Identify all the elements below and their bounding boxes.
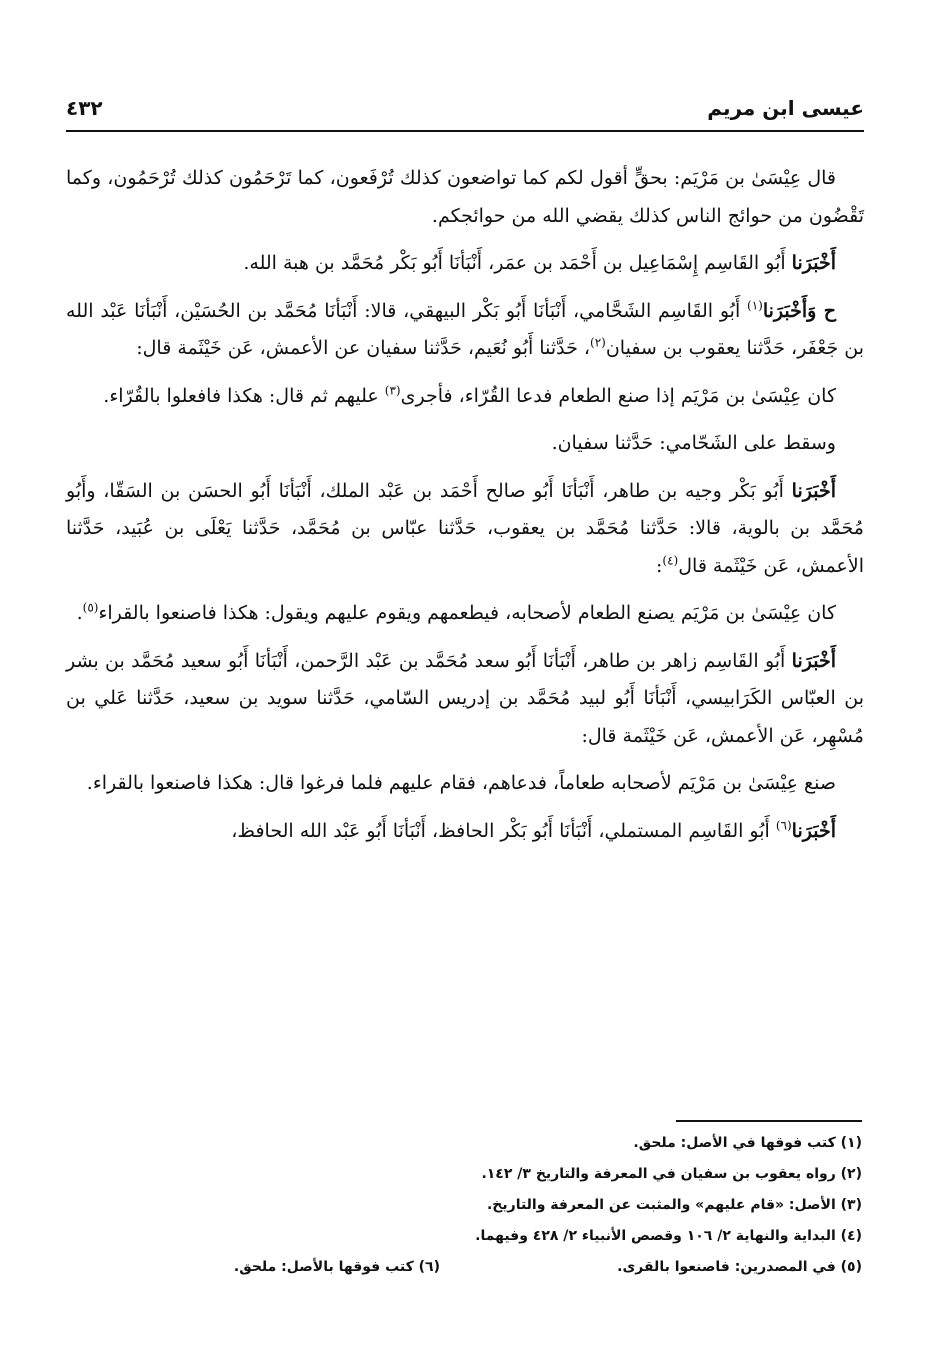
footnote-ref-6: (٦) xyxy=(775,818,792,833)
footnote-6: (٦) كتب فوقها بالأصل: ملحق. xyxy=(233,1259,440,1275)
paragraph-3-text-b: ، حَدَّثنا أَبُو نُعَيم، حَدَّثنا سفيان عن الأعمش، عَن خَيْثَمة قال: xyxy=(136,337,591,359)
footnote-2: (٢) رواه يعقوب بن سفيان في المعرفة والتاريخ ٣/ ١٤٢. xyxy=(481,1166,862,1182)
paragraph-1-text: قال عِيْسَىٰ بن مَرْيَم: بحقٍّ أقول لكم كما تواضعون كذلك تُرْفَعون، كما تَرْحَمُون كذلك تُرْحَمُون، وكما تَقْضُون من حوائج الناس كذلك يقضي الله من حوائجكم. xyxy=(66,167,864,227)
page-number: ٤٣٢ xyxy=(66,96,103,120)
paragraph-3 xyxy=(66,293,864,368)
paragraph-4 xyxy=(66,378,864,416)
paragraph-4-text-a: كان عِيْسَىٰ بن مَرْيَم إذا صنع الطعام فدعا القُرّاء، فأجرى xyxy=(400,384,836,407)
footnote-row-5-6 xyxy=(66,1252,864,1283)
footnote-ref-5: (٥) xyxy=(82,600,99,615)
footnote-5: (٥) في المصدرين: فاصنعوا بالقرى. xyxy=(617,1259,862,1275)
paragraph-9-text: صنع عِيْسَىٰ بن مَرْيَم لأصحابه طعاماً، فدعاهم، فقام عليهم فلما فرغوا قال: هكذا فاصنعوا بالقراء. xyxy=(86,772,836,794)
paragraph-3-text-a: أَبُو القَاسِم الشَحَّامي، أَنْبَأنَا أَبُو بَكْر البيهقي، قالا: أَنْبَأنَا مُحَمَّد بن الحُسَيْن، أَنْبَأنَا عَبْد الله بن جَعْفَر، حَدَّثنا يعقوب بن سفيان xyxy=(66,299,864,359)
akhbarana-lead: أَخْبَرَنا xyxy=(791,649,836,672)
footnote-ref-1: (١) xyxy=(747,298,763,313)
body-text xyxy=(66,160,864,860)
paragraph-2-text: أَبُو القَاسِم إِسْمَاعِيل بن أَحْمَد بن عمَر، أَنْبَأنَا أَبُو بَكْر مُحَمَّد بن هبة الله. xyxy=(243,252,792,274)
akhbarana-lead: أَخْبَرَنا xyxy=(791,479,836,502)
footnote-1: (١) كتب فوقها في الأصل: ملحق. xyxy=(633,1135,862,1151)
footnote-ref-4: (٤) xyxy=(662,553,679,568)
akhbarana-lead: أَخْبَرَنا xyxy=(791,819,836,842)
akhbarana-lead: أَخْبَرَنا xyxy=(791,252,836,274)
paragraph-2 xyxy=(66,245,864,283)
paragraph-10-text: أَبُو القَاسِم المستملي، أَنْبَأنَا أَبُو بَكْر الحافظ، أَنْبَأنَا أَبُو عَبْد الله الحافظ، xyxy=(231,819,776,842)
paragraph-6-text-a: أَبُو بَكْر وجيه بن طاهر، أَنْبَأنَا أَبُو صالح أَحْمَد بن عَبْد الملك، أَنْبَأنَا أَبُو الحسَن بن السَقّا، وأَبُو مُحَمَّد بن بالوية، قالا: حَدَّثنا مُحَمَّد بن يعقوب، حَدَّثنا عبّاس بن مُحَمَّد، حَدَّثنا يَعْلَى بن عُبَيد، حَدَّثنا الأعمش، عَن خَيْثَمة قال xyxy=(66,479,864,577)
paragraph-7-text-b: . xyxy=(76,602,83,624)
footnotes xyxy=(66,1128,864,1283)
paragraph-9 xyxy=(66,765,864,803)
paragraph-5 xyxy=(66,425,864,463)
paragraph-4-text-b: عليهم ثم قال: هكذا فافعلوا بالقُرّاء. xyxy=(103,384,385,407)
footnote-3: (٣) الأصل: «قام عليهم» والمثبت عن المعرفة والتاريخ. xyxy=(486,1197,862,1213)
paragraph-8 xyxy=(66,643,864,756)
page-header xyxy=(66,92,864,130)
paragraph-1 xyxy=(66,160,864,235)
paragraph-6-text-b: : xyxy=(655,554,663,577)
paragraph-8-text: أَبُو القَاسِم زاهر بن طاهر، أَنْبَأنَا أَبُو سعد مُحَمَّد بن عَبْد الرَّحمن، أَنْبَأنَا أَبُو سعيد مُحَمَّد بن بشر بن العبّاس الكَرَابيسي، أَنْبَأنَا أَبُو لبيد مُحَمَّد بن إدريس السّامي، حَدَّثنا سويد بن سعيد، حَدَّثنا عَلي بن مُسْهِر، عَن الأعمش، عَن خَيْثَمة قال: xyxy=(66,649,864,747)
footnote-ref-3: (٣) xyxy=(384,383,401,398)
footnote-4: (٤) البداية والنهاية ٢/ ١٠٦ وقصص الأنبياء ٢/ ٤٢٨ وفيهما. xyxy=(475,1228,862,1244)
paragraph-10 xyxy=(66,813,864,851)
header-rule xyxy=(66,130,864,132)
paragraph-7-text-a: كان عِيْسَىٰ بن مَرْيَم يصنع الطعام لأصحابه، فيطعمهم ويقوم عليهم ويقول: هكذا فاصنعوا بالقراء xyxy=(98,602,836,624)
footnote-ref-2: (٢) xyxy=(590,335,606,350)
akhbarana-lead: ح وَأَخْبَرَنا xyxy=(762,299,836,322)
footnote-rule xyxy=(676,1120,862,1122)
paragraph-5-text: وسقط على الشَحّامي: حَدَّثنا سفيان. xyxy=(551,432,836,454)
paragraph-6 xyxy=(66,473,864,586)
paragraph-7 xyxy=(66,595,864,633)
running-title: عيسى ابن مريم xyxy=(707,96,864,120)
